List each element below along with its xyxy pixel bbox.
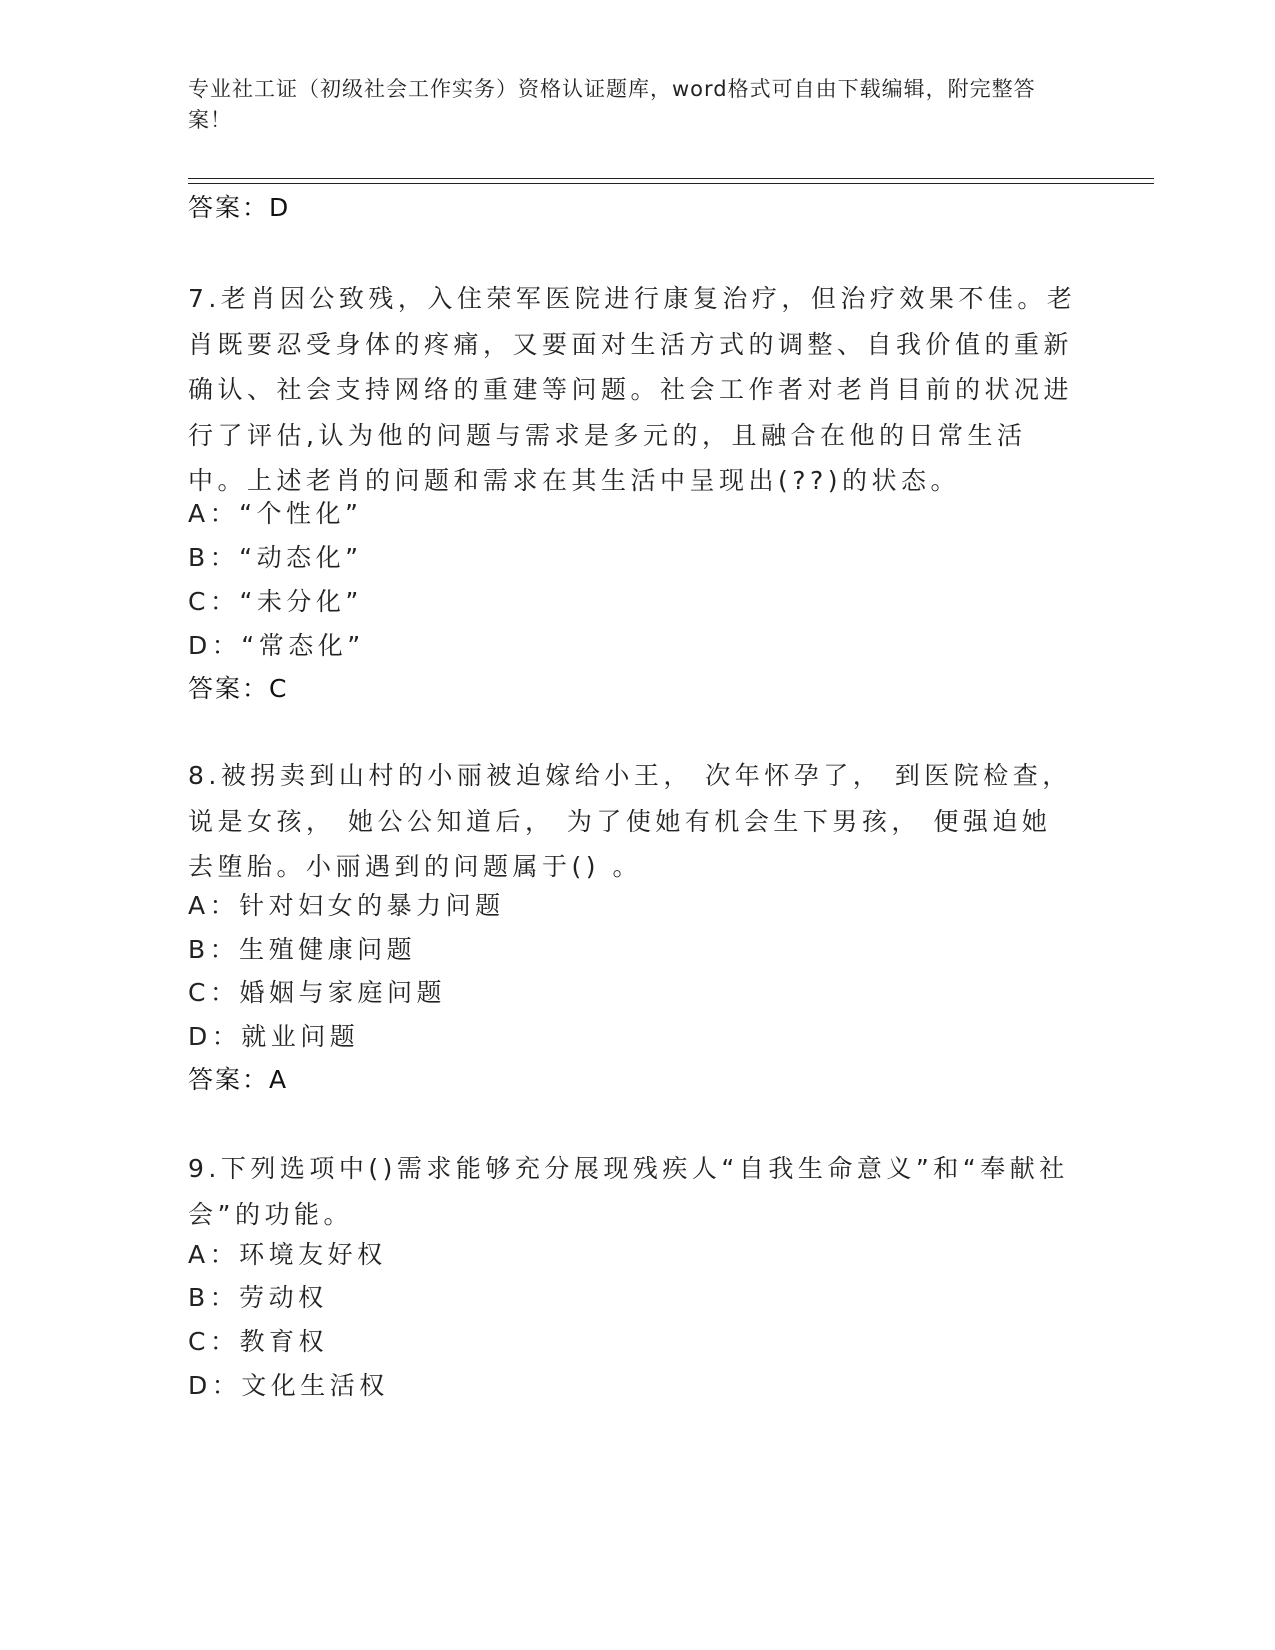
- question-7-option-b: B：“动态化”: [188, 543, 363, 572]
- question-8-stem: 8.被拐卖到山村的小丽被迫嫁给小王， 次年怀孕了， 到医院检查，说是女孩， 她公公知道后， 为了使她有机会生下男孩， 便强迫她去堕胎。小丽遇到的问题属于() 。: [188, 761, 1072, 881]
- document-header: 专业社工证（初级社会工作实务）资格认证题库，word格式可自由下载编辑，附完整答案！: [188, 77, 1036, 132]
- question-7-answer: 答案：C: [188, 674, 289, 703]
- question-9-option-c: C：教育权: [188, 1327, 328, 1356]
- question-7-option-c: C：“未分化”: [188, 587, 363, 616]
- question-7-stem: 7.老肖因公致残，入住荣军医院进行康复治疗，但治疗效果不佳。老肖既要忍受身体的疼痛，又要面对生活方式的调整、自我价值的重新确认、社会支持网络的重建等问题。社会工作者对老肖目前的状况进行了评估,认为他的问题与需求是多元的，且融合在他的日常生活中。上述老肖的问题和需求在其生活中呈现出(??)的状态。: [188, 284, 1077, 495]
- question-8-option-a: A：针对妇女的暴力问题: [188, 891, 505, 920]
- header-rule-top: [188, 178, 1154, 179]
- previous-answer: 答案：D: [188, 193, 291, 222]
- question-8-answer: 答案：A: [188, 1065, 289, 1094]
- question-8-option-c: C：婚姻与家庭问题: [188, 978, 446, 1007]
- question-7-option-d: D：“常态化”: [188, 631, 365, 660]
- question-8-option-b: B：生殖健康问题: [188, 935, 417, 964]
- question-9-option-b: B：劳动权: [188, 1283, 328, 1312]
- question-7-option-a: A：“个性化”: [188, 499, 363, 528]
- question-9-stem: 9.下列选项中()需求能够充分展现残疾人“自我生命意义”和“奉献社会”的功能。: [188, 1154, 1069, 1229]
- header-rule-bottom: [188, 183, 1154, 184]
- question-9-option-a: A：环境友好权: [188, 1240, 387, 1269]
- question-8-option-d: D：就业问题: [188, 1022, 360, 1051]
- question-9-option-d: D：文化生活权: [188, 1371, 389, 1400]
